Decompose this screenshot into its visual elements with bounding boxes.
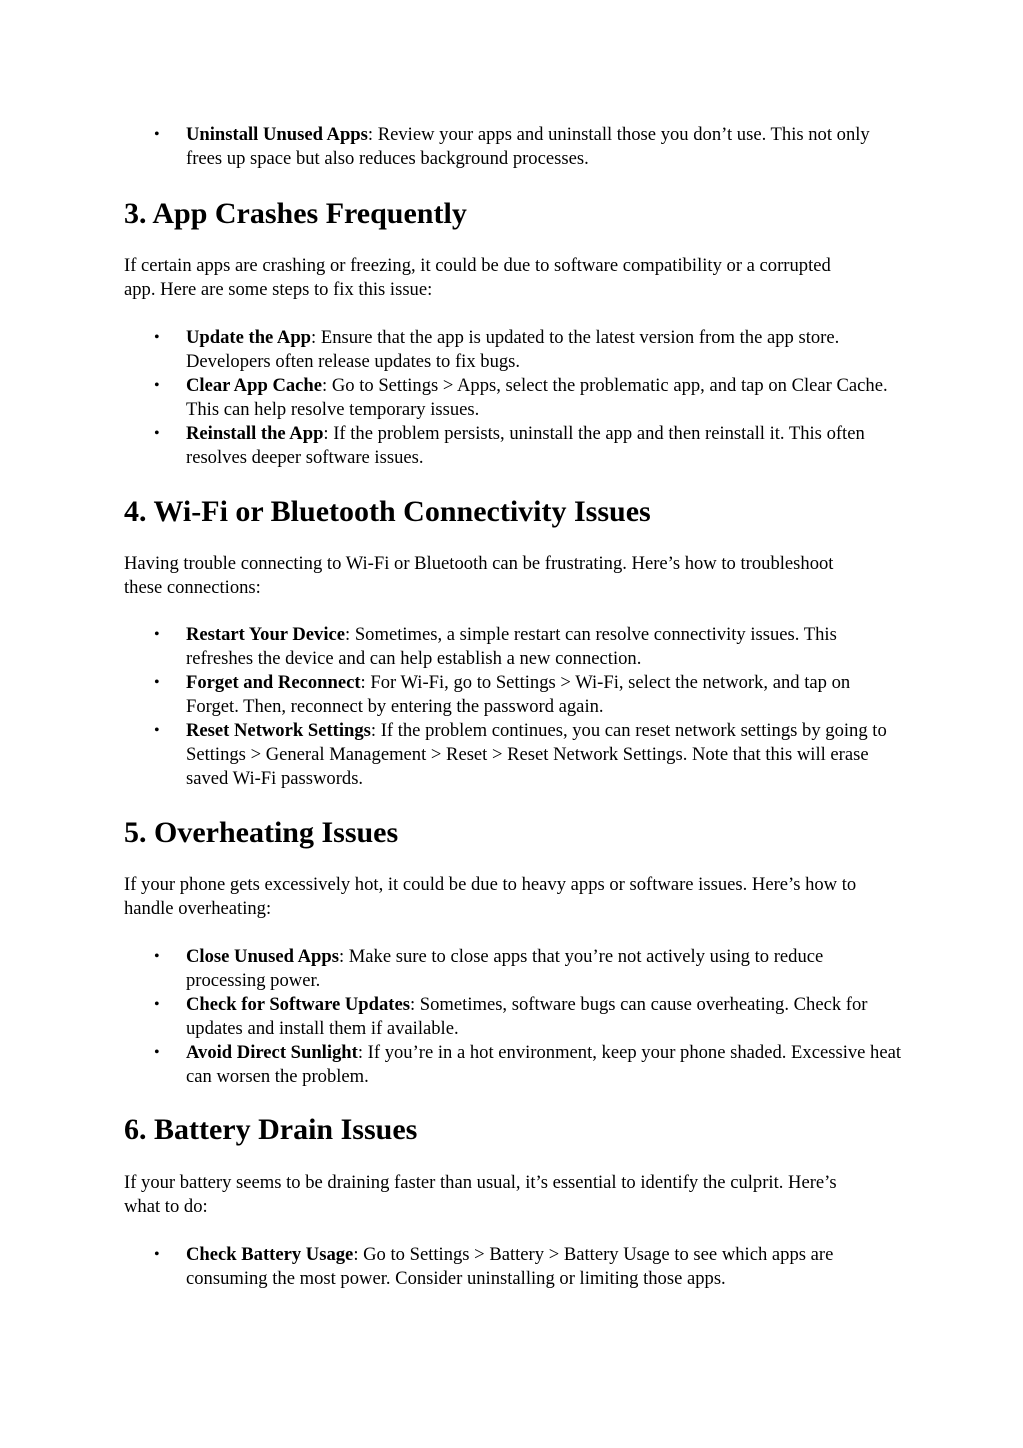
section-bullet-list <box>186 945 906 1089</box>
section-heading: 6. Battery Drain Issues <box>124 1113 418 1146</box>
item-term: Clear App Cache <box>186 375 323 396</box>
item-text: : For Wi-Fi, go to Settings > Wi-Fi, select the network, and tap on Forget. Then, reconnect by entering the password again. <box>186 672 851 717</box>
item-term: Restart Your Device <box>186 624 346 645</box>
item-term: Reset Network Settings <box>186 720 371 741</box>
section-intro: If your phone gets excessively hot, it could be due to heavy apps or software issues. Here’s how to handle overheating: <box>124 874 857 919</box>
item-text: : Sometimes, software bugs can cause overheating. Check for updates and install them if available. <box>186 994 868 1039</box>
item-text: : If the problem persists, uninstall the app and then reinstall it. This often resolves deeper software issues. <box>186 423 865 468</box>
item-term: Check Battery Usage <box>186 1244 354 1265</box>
section-heading: 3. App Crashes Frequently <box>124 197 467 230</box>
item-text: : Go to Settings > Apps, select the problematic app, and tap on Clear Cache. This can help resolve temporary issues. <box>186 375 888 420</box>
item-term: Forget and Reconnect <box>186 672 361 693</box>
section-intro: If certain apps are crashing or freezing, it could be due to software compatibility or a corrupted app. Here are some steps to fix this issue: <box>124 255 831 300</box>
section-bullet-list <box>186 326 906 470</box>
item-text: : Ensure that the app is updated to the latest version from the app store. Developers often release updates to fix bugs. <box>186 327 840 372</box>
list-item <box>186 422 906 470</box>
section-heading: 5. Overheating Issues <box>124 816 399 849</box>
section-intro: Having trouble connecting to Wi-Fi or Bluetooth can be frustrating. Here’s how to troubleshoot these connections: <box>124 553 834 598</box>
section-intro: If your battery seems to be draining faster than usual, it’s essential to identify the culprit. Here’s what to do: <box>124 1172 837 1217</box>
item-term: Reinstall the App <box>186 423 324 444</box>
list-item <box>186 993 906 1041</box>
item-term: Avoid Direct Sunlight <box>186 1042 358 1063</box>
list-item <box>186 374 906 422</box>
top-bullet-list <box>186 123 906 171</box>
section-bullet-list <box>186 1243 906 1291</box>
item-text: : Sometimes, a simple restart can resolve connectivity issues. This refreshes the device and can help establish a new connection. <box>186 624 837 669</box>
list-item <box>186 1041 906 1089</box>
list-item <box>186 123 906 171</box>
section-heading: 4. Wi-Fi or Bluetooth Connectivity Issues <box>124 495 651 528</box>
list-item <box>186 1243 906 1291</box>
list-item <box>186 326 906 374</box>
section-bullet-list <box>186 623 906 791</box>
item-term: Close Unused Apps <box>186 946 339 967</box>
item-text: : Review your apps and uninstall those you don’t use. This not only frees up space but also reduces background processes. <box>186 124 870 169</box>
list-item <box>186 945 906 993</box>
item-text: : If the problem continues, you can reset network settings by going to Settings > General Management > Reset > Reset Network Settings. Note that this will erase saved Wi-Fi passwords. <box>186 720 887 789</box>
item-text: : If you’re in a hot environment, keep your phone shaded. Excessive heat can worsen the problem. <box>186 1042 902 1087</box>
item-text: : Make sure to close apps that you’re not actively using to reduce processing power. <box>186 946 824 991</box>
item-text: : Go to Settings > Battery > Battery Usage to see which apps are consuming the most power. Consider uninstalling or limiting those apps. <box>186 1244 834 1289</box>
list-item <box>186 719 906 791</box>
list-item <box>186 671 906 719</box>
item-term: Check for Software Updates <box>186 994 410 1015</box>
item-term: Uninstall Unused Apps <box>186 124 368 145</box>
item-term: Update the App <box>186 327 312 348</box>
list-item <box>186 623 906 671</box>
